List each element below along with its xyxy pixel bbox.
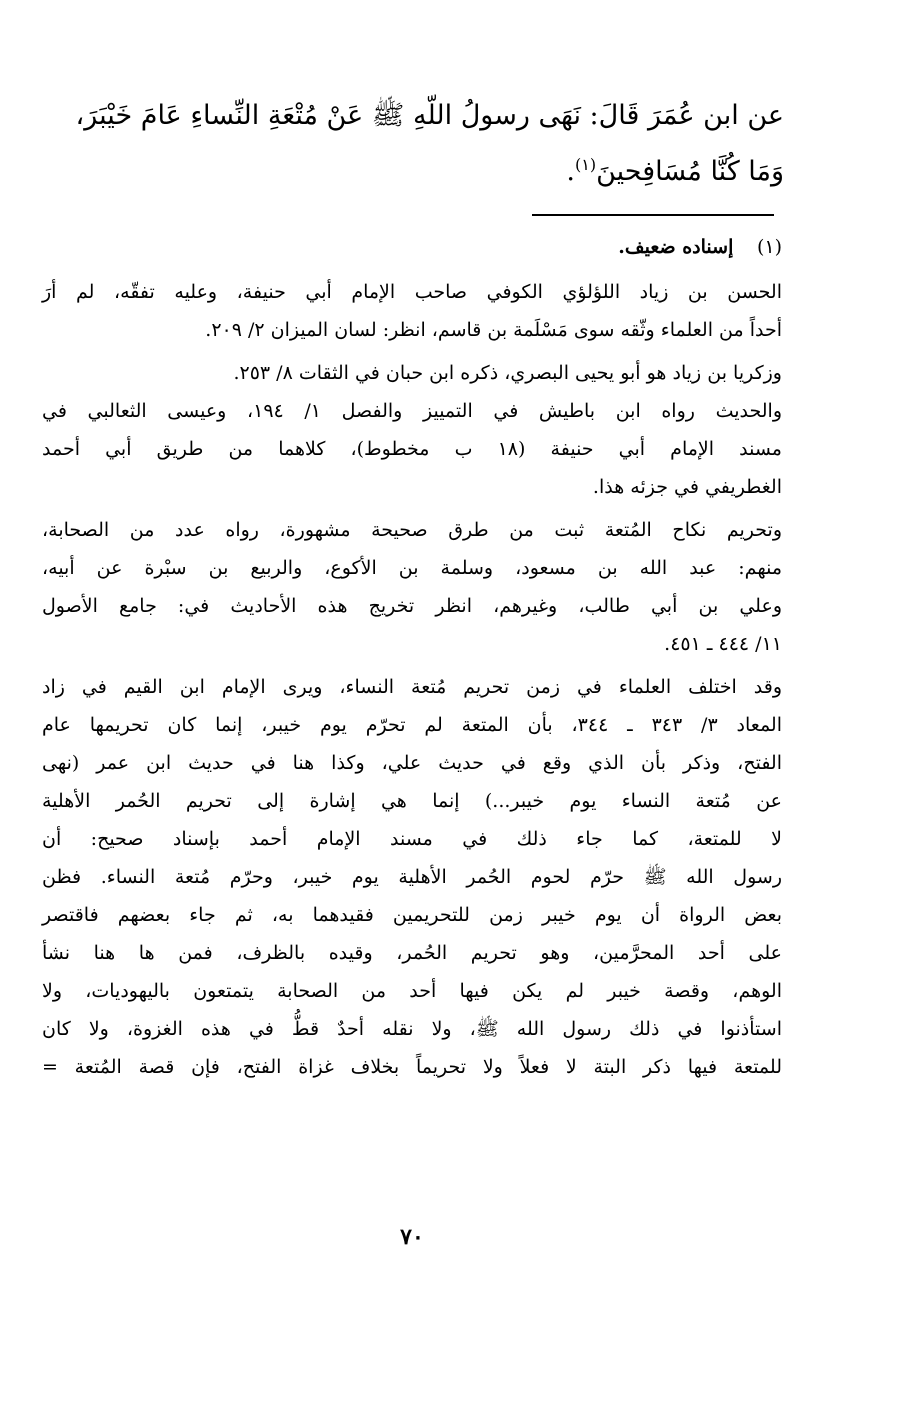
footnote-line: ١١/ ٤٤٤ ـ ٤٥١. xyxy=(664,633,782,655)
footnote-paragraph xyxy=(42,392,782,506)
footnote-line: وعلي بن أبي طالب، وغيرهم، انظر تخريج هذه الأحاديث في: جامع الأصول xyxy=(42,595,782,617)
hadith-line-last xyxy=(96,144,784,200)
footnotes xyxy=(42,226,782,1086)
footnote-line: منهم: عبد الله بن مسعود، وسلمة بن الأكوع، والربيع بن سبْرة عن أبيه، xyxy=(42,557,782,579)
footnote-line: لا للمتعة، كما جاء ذلك في مسند الإمام أحمد بإسناد صحيح: أن xyxy=(42,828,782,850)
footnote-line: وقد اختلف العلماء في زمن تحريم مُتعة النساء، ويرى الإمام ابن القيم في زاد xyxy=(42,676,782,698)
footnote-paragraph xyxy=(42,511,782,663)
footnote-line: بعض الرواة أن يوم خيبر زمن للتحريمين فقيدهما به، ثم جاء بعضهم فاقتصر xyxy=(42,904,782,926)
footnote-reference: (١) xyxy=(574,155,597,174)
footnote-line: رسول الله ﷺ حرّم لحوم الحُمر الأهلية يوم خيبر، وحرّم مُتعة النساء. فظن xyxy=(42,866,782,888)
footnote-line: أحداً من العلماء وثّقه سوى مَسْلَمة بن قاسم، انظر: لسان الميزان ٢/ ٢٠٩. xyxy=(205,319,782,341)
footnote-line: الحسن بن زياد اللؤلؤي الكوفي صاحب الإمام أبي حنيفة، وعليه تفقّه، لم أرَ xyxy=(42,281,782,303)
footnote-divider xyxy=(532,214,774,216)
footnote-line: وزكريا بن زياد هو أبو يحيى البصري، ذكره ابن حبان في الثقات ٨/ ٢٥٣. xyxy=(233,362,782,384)
hadith-line-end: . xyxy=(566,156,575,187)
footnote-line: الغطريفي في جزئه هذا. xyxy=(592,476,782,498)
footnote-line: للمتعة فيها ذكر البتة لا فعلاً ولا تحريماً بخلاف غزاة الفتح، فإن قصة المُتعة = xyxy=(42,1056,782,1078)
footnote-line: وتحريم نكاح المُتعة ثبت من طرق صحيحة مشهورة، رواه عدد من الصحابة، xyxy=(42,519,782,541)
footnote-heading-text: إسناده ضعيف. xyxy=(618,236,734,258)
hadith-line-text: وَمَا كُنَّا مُسَافِحينَ xyxy=(596,156,784,187)
footnote-line: والحديث رواه ابن باطيش في التمييز والفصل ١/ ١٩٤، وعيسى الثعالبي في xyxy=(42,400,782,422)
footnote-line: استأذنوا في ذلك رسول الله ﷺ، ولا نقله أحدٌ قطُّ في هذه الغزوة، ولا كان xyxy=(42,1018,782,1040)
footnote-line: الفتح، وذكر بأن الذي وقع في حديث علي، وكذا هنا في حديث ابن عمر (نهى xyxy=(42,752,782,774)
footnote-line: المعاد ٣/ ٣٤٣ ـ ٣٤٤، بأن المتعة لم تحرّم يوم خيبر، إنما كان تحريمها عام xyxy=(42,714,782,736)
hadith-text xyxy=(75,88,784,200)
footnote-heading xyxy=(42,226,782,268)
footnote-line: مسند الإمام أبي حنيفة (١٨ ب مخطوط)، كلاهما من طريق أبي أحمد xyxy=(42,438,782,460)
footnote-number: (١) xyxy=(756,236,782,258)
footnote-line: الوهم، وقصة خيبر لم يكن فيها أحد من الصحابة يتمتعون باليهوديات، ولا xyxy=(42,980,782,1002)
footnote-paragraph xyxy=(42,354,782,392)
footnote-paragraph xyxy=(42,273,782,349)
page-number: ٧٠ xyxy=(400,1224,424,1250)
footnote-line: على أحد المحرَّمين، وهو تحريم الحُمر، وقيده بالظرف، فمن ها هنا نشأ xyxy=(42,942,782,964)
footnote-line: عن مُتعة النساء يوم خيبر...) إنما هي إشارة إلى تحريم الحُمر الأهلية xyxy=(42,790,782,812)
hadith-line: عن ابن عُمَرَ قَالَ: نَهَى رسولُ اللّهِ ﷺ عَنْ مُتْعَةِ النِّساءِ عَامَ خَيْبَرَ، xyxy=(75,100,784,131)
footnote-paragraph xyxy=(42,668,782,1086)
